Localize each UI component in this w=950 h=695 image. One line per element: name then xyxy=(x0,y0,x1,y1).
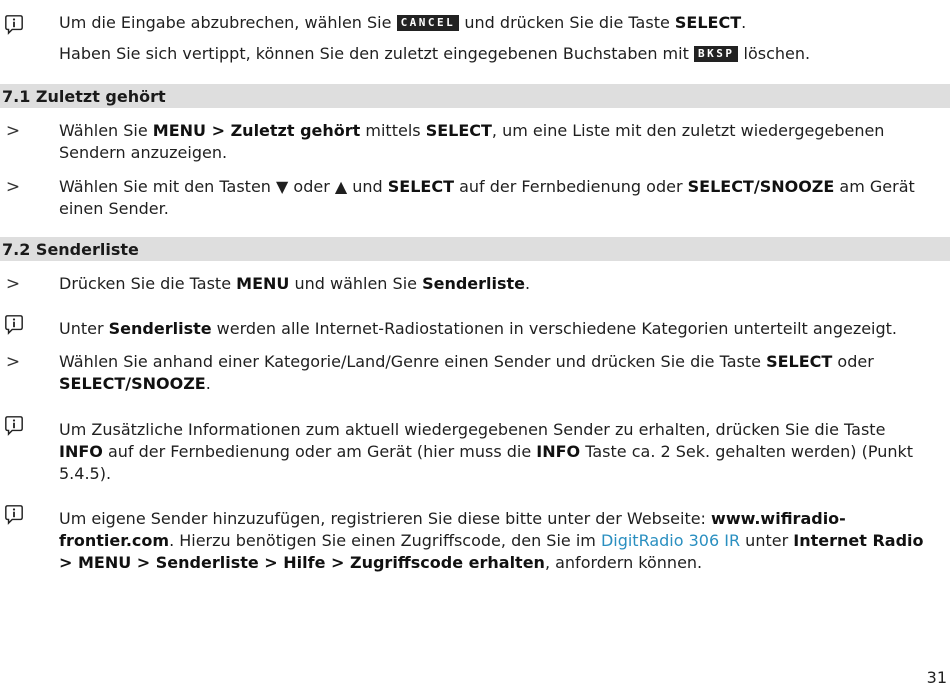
select-key: SELECT xyxy=(387,177,455,196)
bksp-key-label: BKSP xyxy=(694,46,739,62)
text-run: Um die Eingabe abzubrechen, wählen Sie xyxy=(59,13,397,32)
bullet-marker: > xyxy=(5,352,21,372)
text-run: , anfordern können. xyxy=(544,553,703,572)
info-key: INFO xyxy=(59,442,103,461)
snooze-key: SELECT/SNOOZE xyxy=(687,177,835,196)
note-text xyxy=(59,419,929,485)
text-run: werden alle Internet-Radiostationen in verschiedene Kategorien unterteilt angezeigt. xyxy=(211,319,898,338)
text-run: auf der Fernbedienung oder xyxy=(454,177,688,196)
text-run: Unter xyxy=(59,319,109,338)
info-icon xyxy=(4,504,24,524)
text-run: Drücken Sie die Taste xyxy=(59,274,237,293)
senderliste-term: Senderliste xyxy=(422,274,526,293)
bullet-marker: > xyxy=(5,121,21,141)
text-run: . xyxy=(205,374,211,393)
bullet-marker: > xyxy=(5,177,21,197)
text-run: und wählen Sie xyxy=(289,274,423,293)
item-text xyxy=(59,176,949,220)
text-run: Wählen Sie mit den Tasten ▼ oder ▲ und xyxy=(59,177,388,196)
select-key: SELECT xyxy=(674,13,742,32)
info-icon xyxy=(4,314,24,334)
text-run: und drücken Sie die Taste xyxy=(459,13,675,32)
text-run: Haben Sie sich vertippt, können Sie den zuletzt eingegebenen Buchstaben mit xyxy=(59,44,694,63)
text-run: unter xyxy=(740,531,794,550)
note-text xyxy=(59,508,939,574)
item-text xyxy=(59,120,949,164)
website-link[interactable]: www.wifiradio-frontier.com xyxy=(59,509,846,550)
section-title: 7.1 Zuletzt gehört xyxy=(2,86,166,106)
menu-key: MENU xyxy=(236,274,290,293)
text-run: Um eigene Sender hinzuzufügen, registrieren Sie diese bitte unter der Webseite: xyxy=(59,509,712,528)
note-text xyxy=(59,43,949,65)
section-heading-zuletzt xyxy=(0,84,950,108)
text-run: Wählen Sie xyxy=(59,121,153,140)
text-run: , um eine Liste mit den zuletzt wiedergegebenen Sendern anzuzeigen. xyxy=(59,121,885,162)
info-icon xyxy=(4,415,24,435)
bullet-marker: > xyxy=(5,274,21,294)
text-run: Wählen Sie anhand einer Kategorie/Land/Genre einen Sender und drücken Sie die Taste xyxy=(59,352,767,371)
text-run: löschen. xyxy=(738,44,811,63)
device-name: DigitRadio 306 IR xyxy=(600,531,741,550)
cancel-key-label: CANCEL xyxy=(397,15,460,31)
select-key: SELECT xyxy=(425,121,492,140)
select-key: SELECT xyxy=(766,352,833,371)
text-run: . Hierzu benötigen Sie einen Zugriffscode, den Sie im xyxy=(169,531,601,550)
section-heading-senderliste xyxy=(0,237,950,261)
text-run: am Gerät einen Sender. xyxy=(59,177,915,218)
page-number: 31 xyxy=(926,668,947,687)
note-text xyxy=(59,12,949,34)
menu-path: Internet Radio > MENU > Senderliste > Hilfe > Zugriffscode erhalten xyxy=(59,531,924,572)
text-run: auf der Fernbedienung oder am Gerät (hier muss die xyxy=(102,442,537,461)
text-run: mittels xyxy=(360,121,426,140)
item-text xyxy=(59,351,949,395)
info-icon xyxy=(4,14,24,34)
text-run: . xyxy=(741,13,747,32)
item-text xyxy=(59,273,949,295)
text-run: . xyxy=(525,274,531,293)
text-run: oder xyxy=(832,352,874,371)
text-run: Taste ca. 2 Sek. gehalten werden) (Punkt 5.4.5). xyxy=(59,442,914,483)
section-title: 7.2 Senderliste xyxy=(2,239,139,259)
note-text xyxy=(59,318,949,340)
senderliste-term: Senderliste xyxy=(108,319,212,338)
snooze-key: SELECT/SNOOZE xyxy=(59,374,206,393)
text-run: Um Zusätzliche Informationen zum aktuell wiedergegebenen Sender zu erhalten, drücken Sie die Taste xyxy=(59,420,886,439)
menu-path: MENU > Zuletzt gehört xyxy=(152,121,361,140)
info-key: INFO xyxy=(536,442,581,461)
